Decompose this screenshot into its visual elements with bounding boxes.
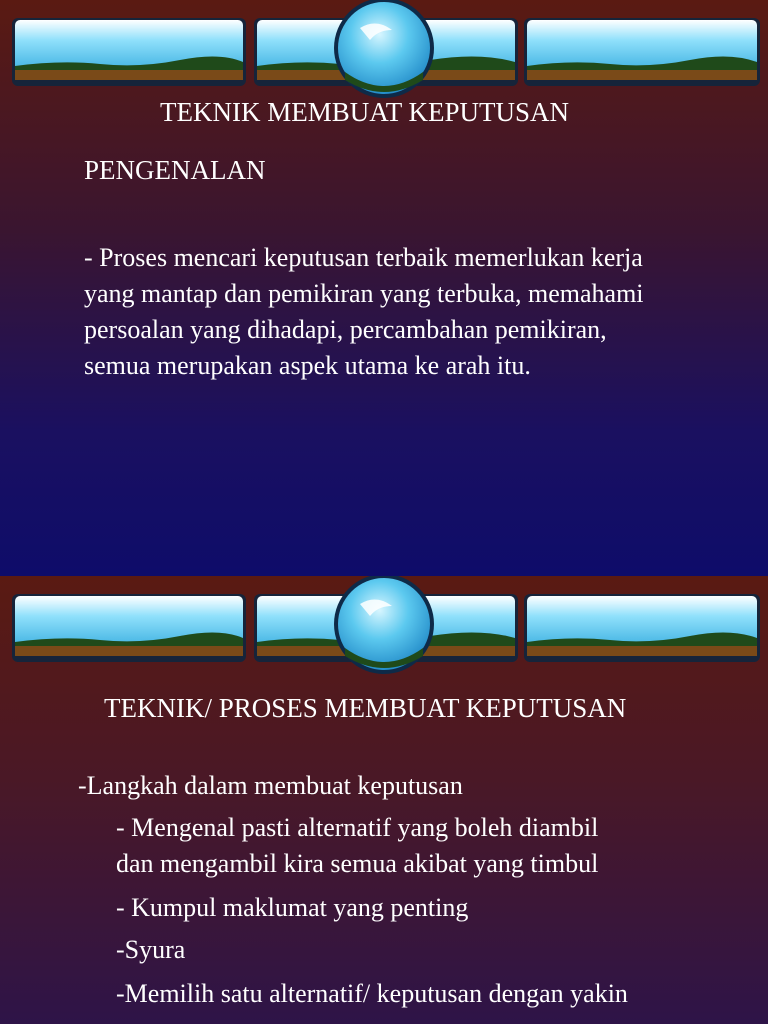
landscape-banner (0, 0, 768, 110)
slide-2-intro: -Langkah dalam membuat keputusan (78, 771, 463, 800)
paragraph-bullet: - (84, 243, 93, 272)
slide-2-title: TEKNIK/ PROSES MEMBUAT KEPUTUSAN (104, 693, 627, 723)
slide-2-step: dan mengambil kira semua akibat yang timbul (116, 849, 599, 878)
slide-1-paragraph (84, 240, 674, 384)
slide-2-step: - Kumpul maklumat yang penting (116, 893, 469, 922)
globe-emblem-icon (334, 0, 434, 98)
landscape-panel-right (524, 18, 760, 86)
slide-1-subtitle: PENGENALAN (84, 155, 266, 185)
landscape-panel-right (524, 594, 760, 662)
slide-2-step: - Mengenal pasti alternatif yang boleh diambil (116, 813, 599, 842)
paragraph-text: Proses mencari keputusan terbaik memerlukan kerja yang mantap dan pemikiran yang terbuka, memahami persoalan yang dihadapi, percambahan pemikiran, semua merupakan aspek utama ke arah itu. (84, 243, 644, 380)
globe-emblem-icon (334, 576, 434, 674)
landscape-panel-left (12, 594, 246, 662)
slide-2-step: -Syura (116, 935, 186, 964)
slide-1-title: TEKNIK MEMBUAT KEPUTUSAN (160, 97, 570, 127)
slide-2 (0, 576, 768, 1024)
landscape-panel-left (12, 18, 246, 86)
landscape-banner (0, 576, 768, 686)
slide-2-step: -Memilih satu alternatif/ keputusan dengan yakin (116, 979, 628, 1008)
